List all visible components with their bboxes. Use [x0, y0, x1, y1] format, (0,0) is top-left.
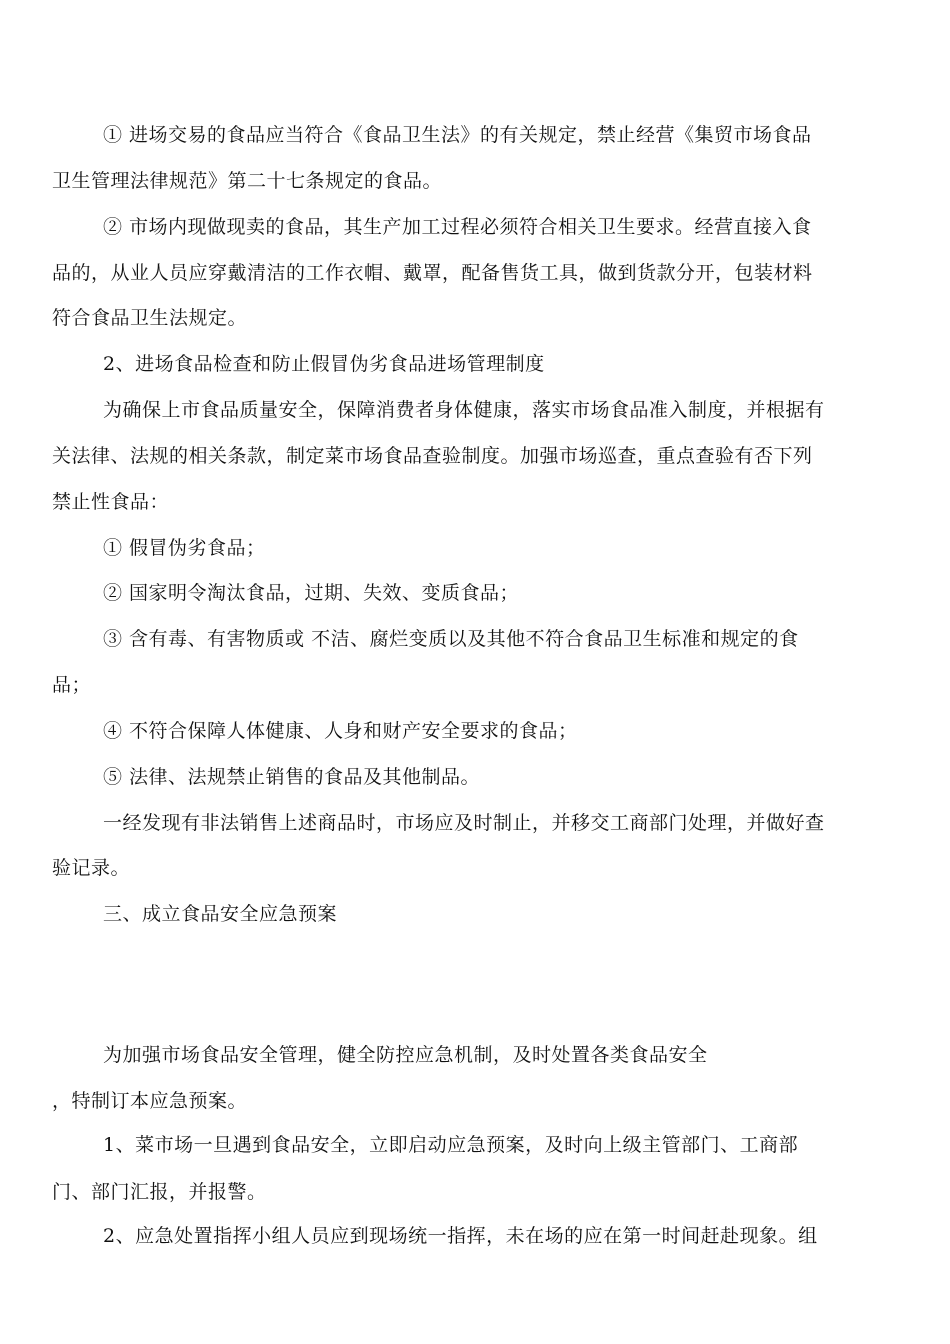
- paragraph-line: 禁止性食品：: [52, 491, 170, 513]
- list-item-continuation: 品；: [52, 674, 92, 696]
- paragraph-line: 门、部门汇报，并报警。: [52, 1181, 267, 1203]
- paragraph-line: ② 市场内现做现卖的食品，其生产加工过程必须符合相关卫生要求。经营直接入食: [103, 216, 812, 238]
- paragraph-line: 一经发现有非法销售上述商品时，市场应及时制止，并移交工商部门处理，并做好查: [103, 812, 825, 834]
- section-heading: 三、成立食品安全应急预案: [103, 903, 338, 925]
- paragraph-line: 符合食品卫生法规定。: [52, 307, 248, 329]
- paragraph-line: 关法律、法规的相关条款，制定菜市场食品查验制度。加强市场巡查，重点查验有否下列: [52, 445, 813, 467]
- paragraph-line: 卫生管理法律规范》第二十七条规定的食品。: [52, 170, 443, 192]
- list-item: ① 假冒伪劣食品；: [103, 537, 266, 559]
- paragraph-line: ，特制订本应急预案。: [52, 1090, 248, 1112]
- list-item: ② 国家明令淘汰食品，过期、失效、变质食品；: [103, 582, 520, 604]
- paragraph-line: 验记录。: [52, 857, 131, 879]
- section-heading: 2、进场食品检查和防止假冒伪劣食品进场管理制度: [103, 353, 545, 375]
- list-item: ⑤ 法律、法规禁止销售的食品及其他制品。: [103, 766, 481, 788]
- paragraph-line: 为加强市场食品安全管理，健全防控应急机制，及时处置各类食品安全: [103, 1044, 708, 1066]
- paragraph-line: 为确保上市食品质量安全，保障消费者身体健康，落实市场食品准入制度，并根据有: [103, 399, 825, 421]
- paragraph-line: 品的，从业人员应穿戴清洁的工作衣帽、戴罩，配备售货工具，做到货款分开，包装材料: [52, 262, 813, 284]
- list-item: ③ 含有毒、有害物质或 不洁、腐烂变质以及其他不符合食品卫生标准和规定的食: [103, 628, 799, 650]
- paragraph-line: 1、菜市场一旦遇到食品安全，立即启动应急预案，及时向上级主管部门、工商部: [103, 1134, 799, 1156]
- paragraph-line: 2、应急处置指挥小组人员应到现场统一指挥，未在场的应在第一时间赶赴现象。组: [103, 1225, 818, 1247]
- paragraph-line: ① 进场交易的食品应当符合《食品卫生法》的有关规定，禁止经营《集贸市场食品: [103, 124, 812, 146]
- list-item: ④ 不符合保障人体健康、人身和财产安全要求的食品；: [103, 720, 578, 742]
